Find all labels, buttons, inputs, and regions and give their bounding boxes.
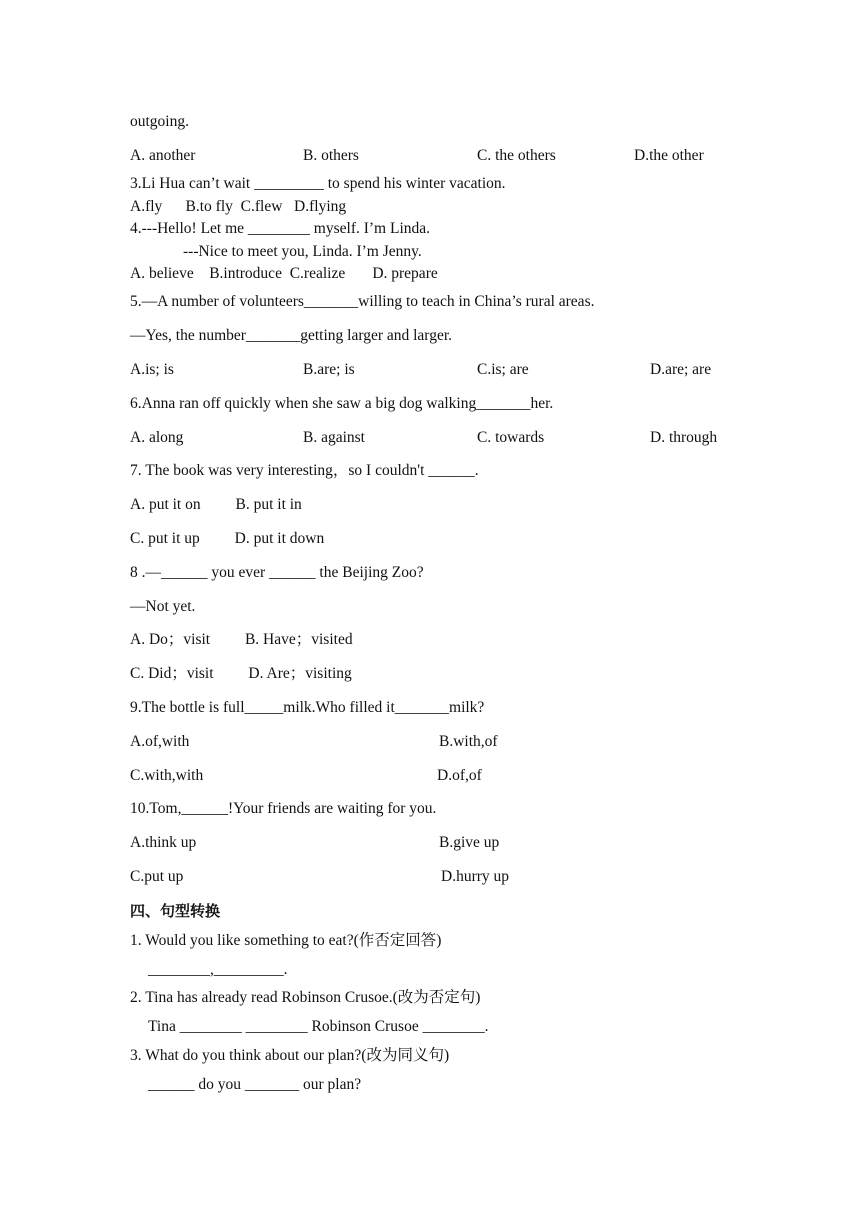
question-4-options: A. believe B.introduce C.realize D. prepare (130, 265, 438, 282)
option-b: B. against (303, 429, 365, 446)
question-3: 3.Li Hua can’t wait _________ to spend his winter vacation. (130, 175, 506, 192)
option-d: D. through (650, 429, 718, 446)
option-a: A.of,with (130, 733, 190, 750)
question-4: 4.---Hello! Let me ________ myself. I’m Linda. (130, 220, 431, 237)
transform-3: 3. What do you think about our plan?(改为同义句) (130, 1047, 450, 1064)
text-line: outgoing. (130, 113, 189, 130)
question-9: 9.The bottle is full_____milk.Who filled it_______milk? (130, 699, 485, 716)
transform-3-blank: ______ do you _______ our plan? (148, 1076, 362, 1093)
option-b: B.with,of (439, 733, 498, 750)
transform-2: 2. Tina has already read Robinson Crusoe.(改为否定句) (130, 989, 481, 1006)
option-d: D.the other (634, 147, 704, 164)
question-5: 5.—A number of volunteers_______willing to teach in China’s rural areas. (130, 293, 595, 310)
question-8-reply: —Not yet. (130, 598, 196, 615)
question-7-options-cd: C. put it up D. put it down (130, 530, 325, 547)
question-6: 6.Anna ran off quickly when she saw a big dog walking_______her. (130, 395, 554, 412)
option-c: C.is; are (477, 361, 529, 378)
question-5-reply: —Yes, the number_______getting larger and larger. (130, 327, 453, 344)
option-a: A.is; is (130, 361, 174, 378)
option-d: D.of,of (437, 767, 482, 784)
option-d: D.are; are (650, 361, 712, 378)
option-b: B. others (303, 147, 359, 164)
option-a: A.think up (130, 834, 197, 851)
option-a: A. along (130, 429, 184, 446)
option-c: C.put up (130, 868, 184, 885)
question-8-options-ab: A. Do；visit B. Have；visited (130, 631, 353, 648)
option-b: B.give up (439, 834, 500, 851)
question-3-options: A.fly B.to fly C.flew D.flying (130, 198, 347, 215)
question-7: 7. The book was very interesting，so I couldn't ______. (130, 462, 479, 479)
option-c: C. the others (477, 147, 556, 164)
question-8: 8 .—______ you ever ______ the Beijing Zoo? (130, 564, 424, 581)
option-c: C. towards (477, 429, 545, 446)
option-b: B.are; is (303, 361, 355, 378)
question-8-options-cd: C. Did；visit D. Are；visiting (130, 665, 352, 682)
question-4-reply: ---Nice to meet you, Linda. I’m Jenny. (183, 243, 422, 260)
section-heading: 四、句型转换 (130, 902, 221, 920)
question-7-options-ab: A. put it on B. put it in (130, 496, 302, 513)
transform-2-blank: Tina ________ ________ Robinson Crusoe ________. (148, 1018, 489, 1035)
transform-1-blank: ________,_________. (148, 961, 288, 978)
option-d: D.hurry up (441, 868, 510, 885)
question-10: 10.Tom,______!Your friends are waiting for you. (130, 800, 437, 817)
option-c: C.with,with (130, 767, 204, 784)
transform-1: 1. Would you like something to eat?(作否定回答) (130, 932, 442, 949)
option-a: A. another (130, 147, 196, 164)
